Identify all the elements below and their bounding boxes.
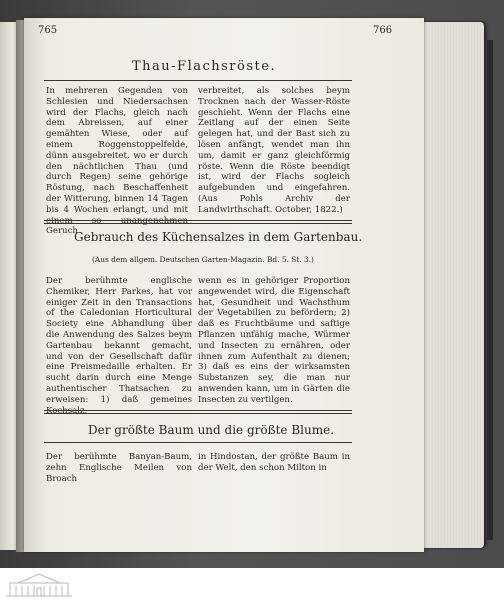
page-number-right: 766 — [373, 25, 393, 36]
book-cover-edge — [487, 40, 493, 540]
page-edges — [420, 22, 484, 548]
tree-text-right: in Hindostan, der größte Baum in der Welt, den schon Milton in — [198, 452, 350, 473]
section-divider — [44, 410, 352, 411]
tree-text-left: Der berühmte Banyan-Baum, zehn Englische Meilen von Broach — [46, 452, 192, 484]
library-building-logo-icon — [4, 571, 74, 598]
section-title-salt: Gebrauch des Küchensalzes in dem Gartenbau. — [74, 230, 363, 244]
salt-text-right: wenn es in gehöriger Proportion angewendet wird, die Eigenschaft hat, Gesundheit und Wachsthum der Vegetabilien zu befördern; 2) daß es Fruchtbäume und saftige Pflanzen unfähig mache, Würmer und Insecten zu ernähren, oder ihnen zum Aufenthalt zu dienen; 3) daß es eins der wirksamsten Substanzen sey, die man nur anwenden kann, um in Gärten die Insecten zu vertilgen. — [198, 276, 350, 405]
section-divider-double — [44, 223, 352, 224]
section-source-salt: (Aus dem allgem. Deutschen Garten-Magazin. Bd. 5. St. 3.) — [92, 255, 314, 264]
page-number-left: 765 — [38, 25, 58, 36]
section-divider — [44, 220, 352, 221]
flax-text-left: In mehreren Gegenden von Schlesien und Niedersachsen wird der Flachs, gleich nach dem Abreissen, auf einer gemähten Wiese, oder auf einem Roggenstoppelfelde, dünn ausgebreitet, wo er durch den nächtlichen Thau (und durch Regen) seine gehörige Röstung, nach Beschaffenheit der Witterung, binnen 14 Tagen bis 4 Wochen erlangt, und mit Geruch — [46, 86, 188, 237]
section-title-flax: Thau-Flachsröste. — [132, 59, 277, 74]
salt-text-left: Der berühmte englische Chemiker, Herr Parkes, hat vor einiger Zeit in den Transactions of the Caledonian Horticultural Society eine Abhandlung über die Anwendung des Salzes beym Gartenbau bekannt gemacht, und von der Gesellschaft dafür eine Preismedaille erhalten. Er sucht darin durch eine Menge authentischer Thatsachen zu erweisen: 1) daß gemeines — [46, 276, 192, 405]
title-rule — [44, 442, 352, 443]
footer-bar — [0, 568, 504, 600]
title-rule — [44, 80, 352, 81]
section-title-tree: Der größte Baum und die größte Blume. — [88, 423, 335, 437]
flax-text-right: verbreitet, als solches beym Trocknen nach der Wasser-Röste geschieht. Wenn der Flachs eine Zeitlang auf der einen Seite gelegen hat, und der Bast sich zu lösen anfängt, wendet man ihn um, damit er ganz gleichförmig röste. Wenn die Röste beendigt ist, wird der Flachs sogleich aufgebunden und eingefahren. (Aus Pohls Archiv der Landwirthschaft. October, 1822.) — [198, 86, 350, 215]
section-divider-double — [44, 413, 352, 414]
